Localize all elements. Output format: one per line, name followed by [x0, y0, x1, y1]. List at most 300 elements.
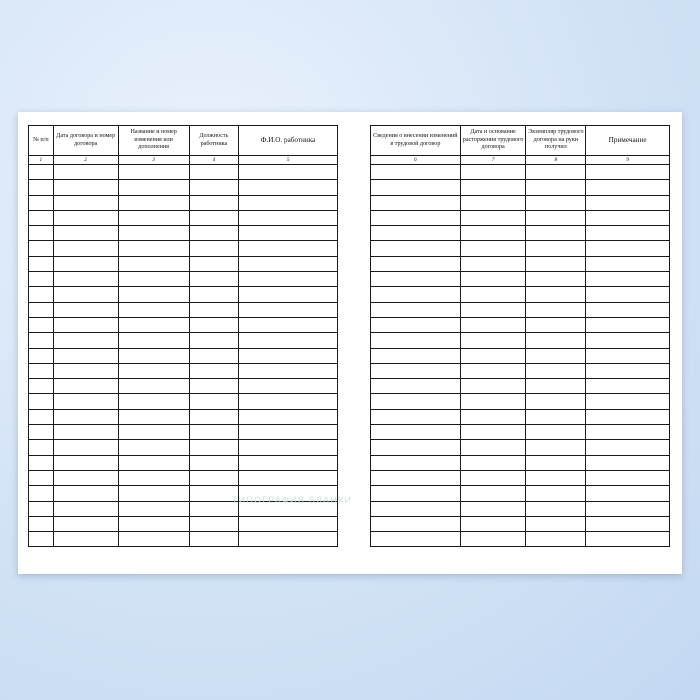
- table-cell-empty[interactable]: [586, 409, 670, 424]
- table-cell-empty[interactable]: [239, 455, 338, 470]
- table-cell-empty[interactable]: [371, 272, 461, 287]
- table-cell-empty[interactable]: [371, 394, 461, 409]
- table-cell-empty[interactable]: [118, 256, 189, 271]
- table-cell-empty[interactable]: [460, 241, 526, 256]
- table-cell-empty[interactable]: [118, 348, 189, 363]
- table-cell-empty[interactable]: [526, 165, 586, 180]
- table-cell-empty[interactable]: [371, 226, 461, 241]
- table-row: [29, 394, 338, 409]
- table-cell-empty[interactable]: [526, 180, 586, 195]
- table-cell-empty[interactable]: [29, 317, 54, 332]
- table-cell-empty[interactable]: [371, 302, 461, 317]
- table-cell-empty[interactable]: [29, 379, 54, 394]
- table-cell-empty[interactable]: [29, 486, 54, 501]
- table-row: [29, 516, 338, 531]
- table-cell-empty[interactable]: [189, 440, 238, 455]
- table-cell-empty[interactable]: [586, 241, 670, 256]
- table-cell-empty[interactable]: [239, 226, 338, 241]
- table-cell-empty[interactable]: [29, 210, 54, 225]
- table-cell-empty[interactable]: [586, 486, 670, 501]
- table-cell-empty[interactable]: [371, 425, 461, 440]
- table-cell-empty[interactable]: [189, 272, 238, 287]
- col-header-number: № п/п: [29, 126, 54, 156]
- table-cell-empty[interactable]: [586, 379, 670, 394]
- table-row: [29, 363, 338, 378]
- table-cell-empty[interactable]: [526, 501, 586, 516]
- table-cell-empty[interactable]: [460, 226, 526, 241]
- table-cell-empty[interactable]: [189, 425, 238, 440]
- table-cell-empty[interactable]: [239, 409, 338, 424]
- table-cell-empty[interactable]: [239, 394, 338, 409]
- table-cell-empty[interactable]: [586, 532, 670, 547]
- table-row: [371, 501, 670, 516]
- table-row: [29, 470, 338, 485]
- table-row: [371, 394, 670, 409]
- table-cell-empty[interactable]: [586, 440, 670, 455]
- table-cell-empty[interactable]: [189, 241, 238, 256]
- table-row: [29, 333, 338, 348]
- col-number-8: 8: [526, 156, 586, 165]
- table-cell-empty[interactable]: [29, 195, 54, 210]
- table-cell-empty[interactable]: [526, 440, 586, 455]
- table-cell-empty[interactable]: [53, 226, 118, 241]
- table-cell-empty[interactable]: [526, 226, 586, 241]
- table-cell-empty[interactable]: [526, 302, 586, 317]
- table-cell-empty[interactable]: [239, 241, 338, 256]
- table-cell-empty[interactable]: [53, 409, 118, 424]
- table-cell-empty[interactable]: [189, 256, 238, 271]
- column-number-row: [371, 156, 670, 165]
- table-cell-empty[interactable]: [189, 226, 238, 241]
- watermark-text: ТИПОГРАФИЯ БЛАНКИ: [232, 495, 353, 505]
- table-cell-empty[interactable]: [239, 302, 338, 317]
- table-row: [371, 379, 670, 394]
- table-row: [29, 455, 338, 470]
- table-row: [371, 165, 670, 180]
- table-cell-empty[interactable]: [586, 501, 670, 516]
- table-cell-empty[interactable]: [460, 363, 526, 378]
- table-cell-empty[interactable]: [53, 210, 118, 225]
- table-cell-empty[interactable]: [29, 501, 54, 516]
- table-cell-empty[interactable]: [239, 317, 338, 332]
- table-row: [371, 317, 670, 332]
- table-cell-empty[interactable]: [460, 180, 526, 195]
- table-header-row: [371, 126, 670, 156]
- table-cell-empty[interactable]: [371, 241, 461, 256]
- table-cell-empty[interactable]: [29, 348, 54, 363]
- table-cell-empty[interactable]: [189, 363, 238, 378]
- table-cell-empty[interactable]: [526, 409, 586, 424]
- table-cell-empty[interactable]: [586, 363, 670, 378]
- table-cell-empty[interactable]: [526, 348, 586, 363]
- table-cell-empty[interactable]: [53, 287, 118, 302]
- table-cell-empty[interactable]: [239, 379, 338, 394]
- table-cell-empty[interactable]: [526, 516, 586, 531]
- table-cell-empty[interactable]: [460, 210, 526, 225]
- table-cell-empty[interactable]: [29, 165, 54, 180]
- table-cell-empty[interactable]: [118, 165, 189, 180]
- table-cell-empty[interactable]: [526, 394, 586, 409]
- right-table-body: [371, 126, 670, 547]
- col-number-6: 6: [371, 156, 461, 165]
- table-cell-empty[interactable]: [29, 333, 54, 348]
- table-row: [29, 210, 338, 225]
- table-cell-empty[interactable]: [189, 501, 238, 516]
- table-cell-empty[interactable]: [460, 470, 526, 485]
- table-cell-empty[interactable]: [586, 165, 670, 180]
- col-header-copy-received: Экземпляр трудового договора на руки получил: [526, 126, 586, 156]
- table-row: [29, 287, 338, 302]
- table-row: [29, 425, 338, 440]
- table-cell-empty[interactable]: [526, 486, 586, 501]
- table-cell-empty[interactable]: [189, 210, 238, 225]
- table-cell-empty[interactable]: [189, 379, 238, 394]
- col-header-contract-date: Дата договора и номер договора: [53, 126, 118, 156]
- col-header-amendment: Название и номер изменения или дополнения: [118, 126, 189, 156]
- table-cell-empty[interactable]: [586, 455, 670, 470]
- table-row: [29, 379, 338, 394]
- table-row: [371, 241, 670, 256]
- table-cell-empty[interactable]: [118, 501, 189, 516]
- col-number-4: 4: [189, 156, 238, 165]
- table-cell-empty[interactable]: [118, 440, 189, 455]
- table-cell-empty[interactable]: [460, 195, 526, 210]
- table-cell-empty[interactable]: [239, 256, 338, 271]
- table-cell-empty[interactable]: [53, 302, 118, 317]
- right-page: [370, 125, 670, 561]
- table-row: [29, 272, 338, 287]
- col-header-position: Должность работника: [189, 126, 238, 156]
- table-cell-empty[interactable]: [586, 333, 670, 348]
- table-cell-empty[interactable]: [371, 165, 461, 180]
- table-cell-empty[interactable]: [371, 363, 461, 378]
- table-cell-empty[interactable]: [29, 440, 54, 455]
- table-cell-empty[interactable]: [526, 532, 586, 547]
- table-cell-empty[interactable]: [118, 272, 189, 287]
- table-cell-empty[interactable]: [460, 165, 526, 180]
- table-cell-empty[interactable]: [53, 317, 118, 332]
- table-cell-empty[interactable]: [189, 455, 238, 470]
- table-cell-empty[interactable]: [118, 363, 189, 378]
- table-cell-empty[interactable]: [53, 394, 118, 409]
- table-cell-empty[interactable]: [526, 272, 586, 287]
- table-cell-empty[interactable]: [526, 379, 586, 394]
- col-header-fullname: Ф.И.О. работника: [239, 126, 338, 156]
- table-row: [371, 348, 670, 363]
- table-cell-empty[interactable]: [118, 394, 189, 409]
- table-cell-empty[interactable]: [29, 409, 54, 424]
- table-cell-empty[interactable]: [53, 516, 118, 531]
- table-cell-empty[interactable]: [118, 226, 189, 241]
- table-cell-empty[interactable]: [239, 210, 338, 225]
- table-cell-empty[interactable]: [371, 180, 461, 195]
- table-cell-empty[interactable]: [586, 317, 670, 332]
- table-cell-empty[interactable]: [239, 363, 338, 378]
- table-row: [29, 241, 338, 256]
- table-row: [371, 195, 670, 210]
- table-cell-empty[interactable]: [118, 470, 189, 485]
- table-row: [29, 165, 338, 180]
- table-cell-empty[interactable]: [53, 532, 118, 547]
- table-cell-empty[interactable]: [239, 501, 338, 516]
- table-cell-empty[interactable]: [118, 333, 189, 348]
- table-cell-empty[interactable]: [460, 379, 526, 394]
- col-header-termination: Дата и основание расторжения трудового договора: [460, 126, 526, 156]
- table-cell-empty[interactable]: [118, 302, 189, 317]
- table-cell-empty[interactable]: [53, 256, 118, 271]
- table-row: [371, 287, 670, 302]
- table-cell-empty[interactable]: [371, 440, 461, 455]
- table-cell-empty[interactable]: [118, 379, 189, 394]
- table-cell-empty[interactable]: [118, 532, 189, 547]
- table-cell-empty[interactable]: [371, 195, 461, 210]
- table-cell-empty[interactable]: [586, 195, 670, 210]
- table-cell-empty[interactable]: [239, 165, 338, 180]
- table-row: [371, 470, 670, 485]
- table-row: [371, 486, 670, 501]
- table-cell-empty[interactable]: [460, 486, 526, 501]
- table-cell-empty[interactable]: [460, 348, 526, 363]
- table-cell-empty[interactable]: [586, 348, 670, 363]
- table-cell-empty[interactable]: [118, 455, 189, 470]
- table-cell-empty[interactable]: [371, 409, 461, 424]
- left-table: [28, 125, 338, 547]
- table-cell-empty[interactable]: [53, 348, 118, 363]
- table-cell-empty[interactable]: [189, 348, 238, 363]
- table-cell-empty[interactable]: [118, 210, 189, 225]
- table-cell-empty[interactable]: [460, 516, 526, 531]
- table-cell-empty[interactable]: [586, 210, 670, 225]
- table-cell-empty[interactable]: [460, 409, 526, 424]
- table-row: [29, 440, 338, 455]
- table-cell-empty[interactable]: [29, 363, 54, 378]
- table-cell-empty[interactable]: [460, 532, 526, 547]
- table-cell-empty[interactable]: [53, 455, 118, 470]
- table-cell-empty[interactable]: [53, 363, 118, 378]
- table-cell-empty[interactable]: [526, 210, 586, 225]
- table-row: [371, 440, 670, 455]
- table-cell-empty[interactable]: [118, 425, 189, 440]
- right-table: [370, 125, 670, 547]
- table-row: [29, 256, 338, 271]
- table-cell-empty[interactable]: [53, 272, 118, 287]
- table-cell-empty[interactable]: [53, 379, 118, 394]
- table-row: [29, 409, 338, 424]
- table-row: [371, 409, 670, 424]
- table-header-row: [29, 126, 338, 156]
- table-cell-empty[interactable]: [53, 241, 118, 256]
- table-row: [371, 272, 670, 287]
- table-cell-empty[interactable]: [460, 394, 526, 409]
- col-header-changes-info: Сведения о внесении изменений в трудовой договор: [371, 126, 461, 156]
- table-cell-empty[interactable]: [239, 486, 338, 501]
- table-cell-empty[interactable]: [526, 455, 586, 470]
- table-cell-empty[interactable]: [53, 195, 118, 210]
- table-cell-empty[interactable]: [29, 302, 54, 317]
- left-page: [28, 125, 338, 561]
- table-cell-empty[interactable]: [586, 470, 670, 485]
- table-cell-empty[interactable]: [460, 440, 526, 455]
- table-cell-empty[interactable]: [189, 532, 238, 547]
- table-row: [371, 226, 670, 241]
- table-cell-empty[interactable]: [29, 394, 54, 409]
- table-cell-empty[interactable]: [53, 425, 118, 440]
- table-cell-empty[interactable]: [29, 272, 54, 287]
- table-cell-empty[interactable]: [526, 333, 586, 348]
- table-row: [29, 317, 338, 332]
- col-number-1: 1: [29, 156, 54, 165]
- table-cell-empty[interactable]: [239, 287, 338, 302]
- table-cell-empty[interactable]: [460, 501, 526, 516]
- table-cell-empty[interactable]: [118, 486, 189, 501]
- table-cell-empty[interactable]: [189, 302, 238, 317]
- table-cell-empty[interactable]: [460, 317, 526, 332]
- table-cell-empty[interactable]: [586, 425, 670, 440]
- table-cell-empty[interactable]: [239, 348, 338, 363]
- table-cell-empty[interactable]: [371, 317, 461, 332]
- table-cell-empty[interactable]: [239, 272, 338, 287]
- table-cell-empty[interactable]: [189, 516, 238, 531]
- col-number-2: 2: [53, 156, 118, 165]
- table-cell-empty[interactable]: [460, 302, 526, 317]
- table-row: [371, 455, 670, 470]
- table-cell-empty[interactable]: [29, 241, 54, 256]
- table-cell-empty[interactable]: [53, 470, 118, 485]
- table-cell-empty[interactable]: [586, 256, 670, 271]
- table-row: [371, 425, 670, 440]
- table-row: [371, 302, 670, 317]
- table-cell-empty[interactable]: [29, 455, 54, 470]
- table-row: [29, 501, 338, 516]
- table-cell-empty[interactable]: [586, 180, 670, 195]
- table-cell-empty[interactable]: [189, 195, 238, 210]
- table-cell-empty[interactable]: [118, 516, 189, 531]
- table-cell-empty[interactable]: [371, 516, 461, 531]
- table-row: [371, 210, 670, 225]
- table-cell-empty[interactable]: [29, 180, 54, 195]
- table-cell-empty[interactable]: [526, 241, 586, 256]
- table-cell-empty[interactable]: [460, 333, 526, 348]
- table-cell-empty[interactable]: [53, 165, 118, 180]
- table-cell-empty[interactable]: [586, 272, 670, 287]
- table-cell-empty[interactable]: [526, 470, 586, 485]
- table-cell-empty[interactable]: [371, 486, 461, 501]
- table-row: [29, 226, 338, 241]
- table-cell-empty[interactable]: [118, 409, 189, 424]
- table-cell-empty[interactable]: [239, 180, 338, 195]
- table-cell-empty[interactable]: [29, 256, 54, 271]
- table-row: [371, 363, 670, 378]
- table-cell-empty[interactable]: [189, 180, 238, 195]
- table-cell-empty[interactable]: [53, 486, 118, 501]
- table-cell-empty[interactable]: [586, 226, 670, 241]
- table-cell-empty[interactable]: [118, 287, 189, 302]
- table-cell-empty[interactable]: [118, 195, 189, 210]
- table-cell-empty[interactable]: [239, 440, 338, 455]
- table-cell-empty[interactable]: [118, 180, 189, 195]
- table-cell-empty[interactable]: [189, 317, 238, 332]
- table-cell-empty[interactable]: [371, 348, 461, 363]
- col-number-9: 9: [586, 156, 670, 165]
- table-cell-empty[interactable]: [371, 532, 461, 547]
- table-cell-empty[interactable]: [239, 532, 338, 547]
- table-cell-empty[interactable]: [189, 470, 238, 485]
- table-cell-empty[interactable]: [586, 302, 670, 317]
- table-row: [29, 532, 338, 547]
- table-cell-empty[interactable]: [29, 425, 54, 440]
- table-cell-empty[interactable]: [586, 287, 670, 302]
- table-cell-empty[interactable]: [526, 287, 586, 302]
- table-cell-empty[interactable]: [53, 333, 118, 348]
- table-cell-empty[interactable]: [239, 425, 338, 440]
- table-cell-empty[interactable]: [526, 195, 586, 210]
- table-cell-empty[interactable]: [118, 241, 189, 256]
- table-cell-empty[interactable]: [371, 470, 461, 485]
- table-row: [29, 348, 338, 363]
- table-row: [371, 180, 670, 195]
- column-number-row: [29, 156, 338, 165]
- table-cell-empty[interactable]: [371, 256, 461, 271]
- table-cell-empty[interactable]: [239, 195, 338, 210]
- table-row: [371, 256, 670, 271]
- table-cell-empty[interactable]: [460, 425, 526, 440]
- table-cell-empty[interactable]: [29, 226, 54, 241]
- table-cell-empty[interactable]: [371, 379, 461, 394]
- table-cell-empty[interactable]: [586, 516, 670, 531]
- col-number-3: 3: [118, 156, 189, 165]
- table-cell-empty[interactable]: [371, 501, 461, 516]
- table-cell-empty[interactable]: [460, 455, 526, 470]
- table-cell-empty[interactable]: [189, 409, 238, 424]
- table-cell-empty[interactable]: [29, 532, 54, 547]
- table-cell-empty[interactable]: [189, 287, 238, 302]
- table-cell-empty[interactable]: [586, 394, 670, 409]
- table-cell-empty[interactable]: [239, 516, 338, 531]
- table-cell-empty[interactable]: [460, 287, 526, 302]
- table-cell-empty[interactable]: [189, 486, 238, 501]
- col-number-5: 5: [239, 156, 338, 165]
- table-cell-empty[interactable]: [189, 165, 238, 180]
- col-number-7: 7: [460, 156, 526, 165]
- table-cell-empty[interactable]: [189, 394, 238, 409]
- table-row: [29, 180, 338, 195]
- table-cell-empty[interactable]: [526, 317, 586, 332]
- table-cell-empty[interactable]: [53, 440, 118, 455]
- table-row: [29, 302, 338, 317]
- table-cell-empty[interactable]: [53, 501, 118, 516]
- table-cell-empty[interactable]: [526, 363, 586, 378]
- table-cell-empty[interactable]: [239, 333, 338, 348]
- table-cell-empty[interactable]: [371, 210, 461, 225]
- table-cell-empty[interactable]: [526, 425, 586, 440]
- table-cell-empty[interactable]: [371, 333, 461, 348]
- table-cell-empty[interactable]: [460, 272, 526, 287]
- table-cell-empty[interactable]: [526, 256, 586, 271]
- table-cell-empty[interactable]: [371, 287, 461, 302]
- table-cell-empty[interactable]: [239, 470, 338, 485]
- col-header-note: Примечание: [586, 126, 670, 156]
- table-cell-empty[interactable]: [29, 470, 54, 485]
- table-cell-empty[interactable]: [460, 256, 526, 271]
- table-cell-empty[interactable]: [189, 333, 238, 348]
- table-cell-empty[interactable]: [29, 516, 54, 531]
- table-cell-empty[interactable]: [118, 317, 189, 332]
- table-row: [29, 195, 338, 210]
- table-cell-empty[interactable]: [371, 455, 461, 470]
- left-table-body: [29, 126, 338, 547]
- table-cell-empty[interactable]: [29, 287, 54, 302]
- table-cell-empty[interactable]: [53, 180, 118, 195]
